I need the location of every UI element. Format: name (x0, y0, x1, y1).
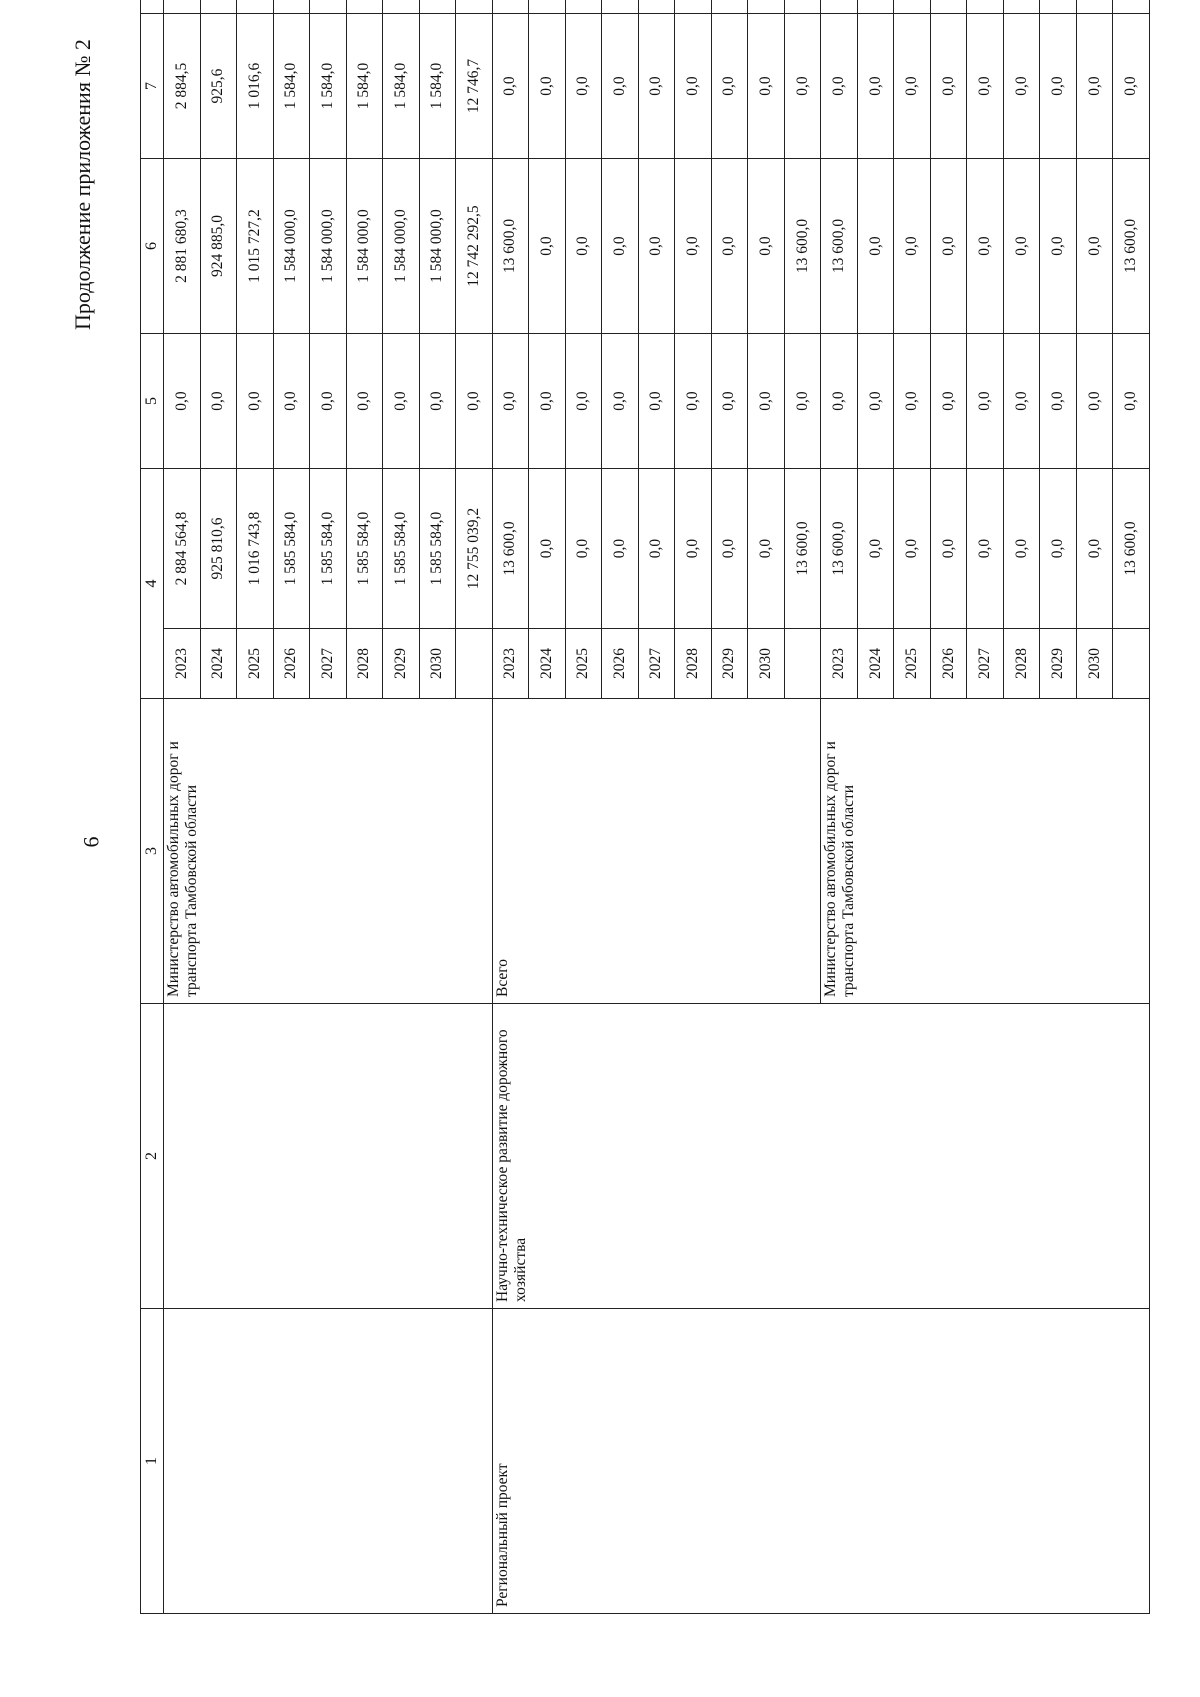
value-cell-c8 (784, 0, 821, 14)
executor-cell: Министерство автомобильных дорог и транспорта Тамбовской области (821, 699, 1150, 1004)
value-cell-c6: 0,0 (602, 159, 639, 334)
value-cell-c4: 1 016 743,8 (237, 469, 274, 629)
value-cell-c6: 0,0 (1003, 159, 1040, 334)
value-cell-c4: 0,0 (602, 469, 639, 629)
value-cell-c6: 0,0 (894, 159, 931, 334)
value-cell-c4: 1 585 584,0 (273, 469, 310, 629)
value-cell-c4: 0,0 (894, 469, 931, 629)
year-cell: 2026 (602, 629, 639, 699)
value-cell-c4: 1 585 584,0 (419, 469, 456, 629)
value-cell-c7: 2 884,5 (164, 14, 201, 159)
value-cell-c4: 13 600,0 (821, 469, 858, 629)
value-cell-c5: 0,0 (1003, 334, 1040, 469)
value-cell-c8 (638, 0, 675, 14)
value-cell-c6: 0,0 (529, 159, 566, 334)
value-cell-c6: 12 742 292,5 (456, 159, 493, 334)
value-cell-c4: 0,0 (857, 469, 894, 629)
value-cell-c8 (164, 0, 201, 14)
value-cell-c7: 0,0 (565, 14, 602, 159)
year-cell: 2029 (1040, 629, 1077, 699)
value-cell-c7: 0,0 (1003, 14, 1040, 159)
value-cell-c6: 13 600,0 (784, 159, 821, 334)
value-cell-c4: 0,0 (1076, 469, 1113, 629)
year-cell: 2028 (346, 629, 383, 699)
year-cell: 2028 (675, 629, 712, 699)
value-cell-c6: 13 600,0 (821, 159, 858, 334)
value-cell-c5: 0,0 (1076, 334, 1113, 469)
year-cell (784, 629, 821, 699)
header-col-7: 7 (141, 14, 164, 159)
header-col-4: 4 (141, 469, 164, 699)
value-cell-c7: 0,0 (529, 14, 566, 159)
value-cell-c7: 1 584,0 (346, 14, 383, 159)
value-cell-c8 (200, 0, 237, 14)
year-cell: 2030 (748, 629, 785, 699)
value-cell-c8 (419, 0, 456, 14)
value-cell-c6: 924 885,0 (200, 159, 237, 334)
value-cell-c8 (675, 0, 712, 14)
table-body (164, 0, 1150, 1614)
value-cell-c7: 0,0 (894, 14, 931, 159)
value-cell-c6: 1 584 000,0 (273, 159, 310, 334)
value-cell-c6: 13 600,0 (492, 159, 529, 334)
value-cell-c8 (346, 0, 383, 14)
value-cell-c6: 2 881 680,3 (164, 159, 201, 334)
value-cell-c5: 0,0 (383, 334, 420, 469)
value-cell-c4: 0,0 (930, 469, 967, 629)
value-cell-c8 (456, 0, 493, 14)
year-cell: 2024 (200, 629, 237, 699)
value-cell-c8 (237, 0, 274, 14)
value-cell-c8 (930, 0, 967, 14)
value-cell-c7: 0,0 (784, 14, 821, 159)
value-cell-c7: 0,0 (1040, 14, 1077, 159)
value-cell-c4: 0,0 (1040, 469, 1077, 629)
value-cell-c6: 0,0 (1040, 159, 1077, 334)
value-cell-c8 (602, 0, 639, 14)
year-cell: 2023 (821, 629, 858, 699)
value-cell-c5: 0,0 (857, 334, 894, 469)
value-cell-c7: 0,0 (857, 14, 894, 159)
appendix-title: Продолжение приложения № 2 (70, 39, 95, 330)
event-name-cell (164, 1004, 493, 1309)
year-cell: 2023 (164, 629, 201, 699)
header-col-3: 3 (141, 699, 164, 1004)
year-cell: 2024 (529, 629, 566, 699)
header-col-5: 5 (141, 334, 164, 469)
year-cell: 2025 (894, 629, 931, 699)
value-cell-c6: 0,0 (711, 159, 748, 334)
event-name-cell: Научно-техническое развитие дорожного хозяйства (492, 1004, 1149, 1309)
value-cell-c4: 0,0 (748, 469, 785, 629)
value-cell-c4: 2 884 564,8 (164, 469, 201, 629)
value-cell-c6: 0,0 (930, 159, 967, 334)
header-col-2: 2 (141, 1004, 164, 1309)
header-col-6: 6 (141, 159, 164, 334)
value-cell-c5: 0,0 (164, 334, 201, 469)
value-cell-c5: 0,0 (310, 334, 347, 469)
budget-table-wrapper (140, 58, 1150, 1614)
value-cell-c6: 0,0 (638, 159, 675, 334)
executor-cell: Министерство автомобильных дорог и транспорта Тамбовской области (164, 699, 493, 1004)
value-cell-c4: 13 600,0 (492, 469, 529, 629)
value-cell-c7: 1 016,6 (237, 14, 274, 159)
value-cell-c7: 0,0 (711, 14, 748, 159)
value-cell-c8 (857, 0, 894, 14)
value-cell-c5: 0,0 (675, 334, 712, 469)
value-cell-c4: 1 585 584,0 (346, 469, 383, 629)
year-cell (456, 629, 493, 699)
value-cell-c5: 0,0 (638, 334, 675, 469)
year-cell: 2023 (492, 629, 529, 699)
year-cell: 2029 (383, 629, 420, 699)
value-cell-c5: 0,0 (930, 334, 967, 469)
executor-total-cell: Всего (492, 699, 821, 1004)
page-number: 6 (78, 836, 104, 848)
value-cell-c5: 0,0 (456, 334, 493, 469)
value-cell-c4: 0,0 (711, 469, 748, 629)
value-cell-c7: 0,0 (602, 14, 639, 159)
value-cell-c8 (1003, 0, 1040, 14)
value-cell-c5: 0,0 (492, 334, 529, 469)
header-col-8 (141, 0, 164, 14)
value-cell-c5: 0,0 (784, 334, 821, 469)
value-cell-c4: 1 585 584,0 (383, 469, 420, 629)
value-cell-c8 (1076, 0, 1113, 14)
value-cell-c4: 13 600,0 (784, 469, 821, 629)
value-cell-c8 (529, 0, 566, 14)
value-cell-c6: 1 584 000,0 (383, 159, 420, 334)
year-cell: 2026 (273, 629, 310, 699)
value-cell-c4: 0,0 (638, 469, 675, 629)
event-type-cell (164, 1309, 493, 1614)
value-cell-c7: 0,0 (1076, 14, 1113, 159)
value-cell-c7: 0,0 (675, 14, 712, 159)
value-cell-c7: 0,0 (748, 14, 785, 159)
value-cell-c8 (821, 0, 858, 14)
value-cell-c8 (748, 0, 785, 14)
value-cell-c6: 0,0 (857, 159, 894, 334)
year-cell: 2027 (638, 629, 675, 699)
value-cell-c8 (1113, 0, 1150, 14)
value-cell-c5: 0,0 (1113, 334, 1150, 469)
year-cell: 2030 (419, 629, 456, 699)
value-cell-c7: 1 584,0 (383, 14, 420, 159)
value-cell-c8 (383, 0, 420, 14)
value-cell-c5: 0,0 (1040, 334, 1077, 469)
event-type-cell: Региональный проект (492, 1309, 1149, 1614)
year-cell: 2029 (711, 629, 748, 699)
value-cell-c8 (711, 0, 748, 14)
value-cell-c7: 1 584,0 (310, 14, 347, 159)
year-cell: 2027 (967, 629, 1004, 699)
value-cell-c5: 0,0 (967, 334, 1004, 469)
value-cell-c6: 0,0 (748, 159, 785, 334)
year-cell (1113, 629, 1150, 699)
value-cell-c4: 0,0 (1003, 469, 1040, 629)
value-cell-c6: 1 015 727,2 (237, 159, 274, 334)
value-cell-c4: 0,0 (675, 469, 712, 629)
value-cell-c5: 0,0 (200, 334, 237, 469)
value-cell-c5: 0,0 (346, 334, 383, 469)
year-cell: 2024 (857, 629, 894, 699)
value-cell-c4: 0,0 (565, 469, 602, 629)
value-cell-c7: 0,0 (930, 14, 967, 159)
value-cell-c8 (894, 0, 931, 14)
value-cell-c8 (565, 0, 602, 14)
value-cell-c5: 0,0 (821, 334, 858, 469)
value-cell-c7: 0,0 (1113, 14, 1150, 159)
value-cell-c6: 1 584 000,0 (310, 159, 347, 334)
value-cell-c4: 13 600,0 (1113, 469, 1150, 629)
value-cell-c4: 1 585 584,0 (310, 469, 347, 629)
value-cell-c6: 0,0 (1076, 159, 1113, 334)
value-cell-c6: 0,0 (675, 159, 712, 334)
year-cell: 2030 (1076, 629, 1113, 699)
year-cell: 2026 (930, 629, 967, 699)
year-cell: 2025 (237, 629, 274, 699)
value-cell-c8 (1040, 0, 1077, 14)
value-cell-c6: 1 584 000,0 (346, 159, 383, 334)
budget-table (140, 0, 1150, 1614)
value-cell-c7: 0,0 (821, 14, 858, 159)
value-cell-c5: 0,0 (602, 334, 639, 469)
value-cell-c4: 0,0 (529, 469, 566, 629)
value-cell-c6: 0,0 (565, 159, 602, 334)
header-col-1: 1 (141, 1309, 164, 1614)
value-cell-c5: 0,0 (748, 334, 785, 469)
value-cell-c7: 0,0 (492, 14, 529, 159)
table-row (164, 0, 201, 1614)
value-cell-c5: 0,0 (565, 334, 602, 469)
value-cell-c7: 0,0 (967, 14, 1004, 159)
value-cell-c7: 1 584,0 (419, 14, 456, 159)
value-cell-c6: 1 584 000,0 (419, 159, 456, 334)
value-cell-c5: 0,0 (273, 334, 310, 469)
year-cell: 2028 (1003, 629, 1040, 699)
value-cell-c6: 0,0 (967, 159, 1004, 334)
value-cell-c4: 0,0 (967, 469, 1004, 629)
year-cell: 2025 (565, 629, 602, 699)
value-cell-c7: 12 746,7 (456, 14, 493, 159)
value-cell-c7: 1 584,0 (273, 14, 310, 159)
value-cell-c8 (310, 0, 347, 14)
value-cell-c6: 13 600,0 (1113, 159, 1150, 334)
value-cell-c4: 925 810,6 (200, 469, 237, 629)
value-cell-c5: 0,0 (894, 334, 931, 469)
value-cell-c4: 12 755 039,2 (456, 469, 493, 629)
table-row (492, 0, 529, 1614)
value-cell-c7: 0,0 (638, 14, 675, 159)
value-cell-c8 (967, 0, 1004, 14)
value-cell-c7: 925,6 (200, 14, 237, 159)
value-cell-c5: 0,0 (711, 334, 748, 469)
value-cell-c8 (273, 0, 310, 14)
header-row (141, 0, 164, 1614)
value-cell-c5: 0,0 (529, 334, 566, 469)
value-cell-c5: 0,0 (419, 334, 456, 469)
value-cell-c8 (492, 0, 529, 14)
year-cell: 2027 (310, 629, 347, 699)
value-cell-c5: 0,0 (237, 334, 274, 469)
